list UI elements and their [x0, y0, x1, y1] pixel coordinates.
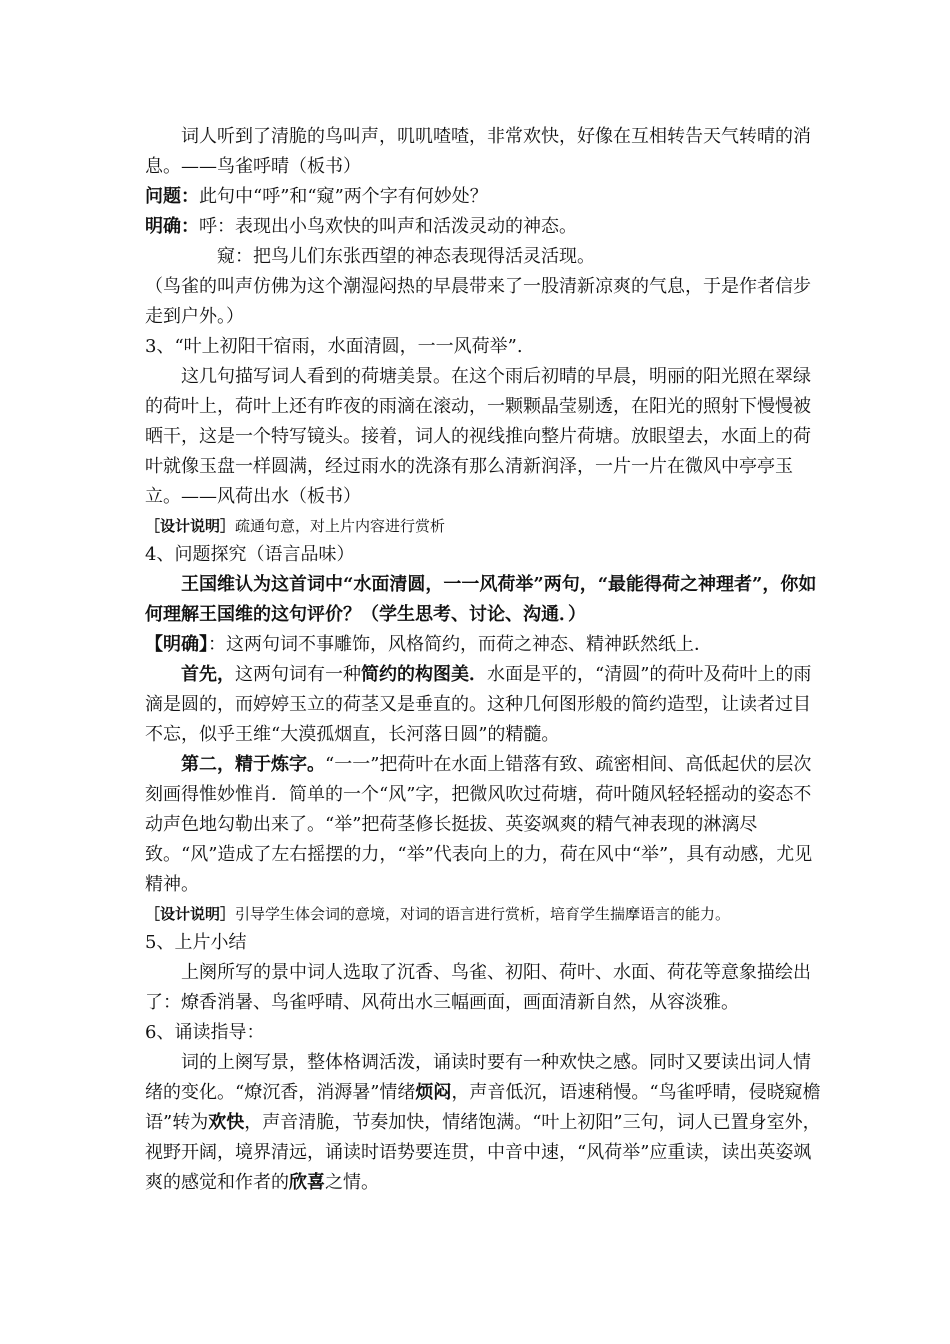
question-label: 问题： — [145, 186, 199, 207]
guide-text-4: 之情。 — [325, 1172, 379, 1193]
paragraph-first — [145, 660, 825, 750]
answer-line-2: 窥：把鸟儿们东张西望的神态表现得活灵活现。 — [217, 246, 595, 267]
first-text-2: 水面是平的，“清圆”的荷叶及荷叶上的雨滴是圆的，而婷婷玉立的荷茎又是垂直的。这种几何图形般的简约造型，让读者过目不忘，似乎王维“大漠孤烟直，长河落日圆”的精髓。 — [145, 664, 812, 745]
clarify-label: 【明确】 — [145, 634, 208, 655]
section-heading-4: 4、问题探究（语言品味） — [145, 544, 355, 565]
guide-text-1: 词的上阕写景，整体格调活泼，诵读时要有一种欢快之感。同时又要读出词人情绪的变化。“燎沉香，消溽暑”情绪 — [145, 1052, 811, 1103]
answer-line-clarify — [145, 630, 825, 660]
clarify-text: ：这两句词不事雕饰，风格简约，而荷之神态、精神跃然纸上． — [208, 634, 712, 655]
document-body — [145, 122, 825, 1198]
section-heading-6: 6、诵读指导： — [145, 1022, 265, 1043]
section-heading-5: 5、上片小结 — [145, 932, 247, 953]
paragraph-bird-call: 词人听到了清脆的鸟叫声，叽叽喳喳，非常欢快，好像在互相转告天气转晴的消息。——鸟雀呼晴（板书） — [145, 126, 811, 177]
answer-label: 明确： — [145, 216, 199, 237]
paragraph-note-bird: （鸟雀的叫声仿佛为这个潮湿闷热的早晨带来了一股清新凉爽的气息，于是作者信步走到户外。） — [145, 276, 811, 327]
first-bold: 首先， — [181, 664, 235, 685]
design-note-label: ［设计说明］ — [145, 517, 236, 535]
paragraph-summary: 上阕所写的景中词人选取了沉香、鸟雀、初阳、荷叶、水面、荷花等意象描绘出了：燎香消暑、鸟雀呼晴、风荷出水三幅画面，画面清新自然，从容淡雅。 — [145, 962, 811, 1013]
paragraph-lotus-scene: 这几句描写词人看到的荷塘美景。在这个雨后初晴的早晨，明丽的阳光照在翠绿的荷叶上，荷叶上还有昨夜的雨滴在滚动，一颗颗晶莹剔透，在阳光的照射下慢慢被晒干，这是一个特写镜头。接着，词人的视线推向整片荷塘。放眼望去，水面上的荷叶就像玉盘一样圆满，经过雨水的洗涤有那么清新润泽，一片一片在微风中亭亭玉立。——风荷出水（板书） — [145, 366, 811, 507]
guide-bold-3: 欣喜 — [289, 1172, 325, 1193]
design-note-label-2: ［设计说明］ — [145, 905, 236, 923]
paragraph-reading-guide — [145, 1048, 825, 1198]
guide-text-3: ，声音清脆，节奏加快，情绪饱满。“叶上初阳”三句，词人已置身室外，视野开阔，境界清远，诵读时语势要连贯，中音中速，“风荷举”应重读，读出英姿飒爽的感觉和作者的 — [145, 1112, 821, 1193]
design-note-text: 疏通句意，对上片内容进行赏析 — [235, 517, 446, 535]
design-note-2 — [145, 900, 825, 928]
guide-bold-2: 欢快 — [208, 1112, 245, 1133]
second-bold: 第二，精于炼字。 — [181, 754, 325, 775]
section-heading-3: 3、“叶上初阳干宿雨，水面清圆，一一风荷举”. — [145, 336, 523, 357]
first-bold-2: 简约的构图美． — [361, 664, 487, 685]
first-text: 这两句词有一种 — [235, 664, 361, 685]
paragraph-wang-guowei: 王国维认为这首词中“水面清圆，一一风荷举”两句，“最能得荷之神理者”，你如何理解王国维的这句评价？（学生思考、讨论、沟通．） — [145, 574, 817, 625]
second-text: “一一”把荷叶在水面上错落有致、疏密相间、高低起伏的层次刻画得惟妙惟肖．简单的一个“风”字，把微风吹过荷塘，荷叶随风轻轻摇动的姿态不动声色地勾勒出来了。“举”把荷茎修长挺拔、英姿飒爽的精气神表现的淋漓尽致。“风”造成了左右摇摆的力，“举”代表向上的力，荷在风中“举”，具有动感，尤见精神。 — [145, 754, 813, 895]
guide-text-2: ，声音低沉，语速稍慢。“鸟雀呼晴，侵晓窥檐语”转为 — [145, 1082, 821, 1133]
question-line — [145, 182, 825, 212]
answer-text: 呼：表现出小鸟欢快的叫声和活泼灵动的神态。 — [199, 216, 577, 237]
design-note-1 — [145, 512, 825, 540]
design-note-text-2: 引导学生体会词的意境，对词的语言进行赏析，培育学生揣摩语言的能力。 — [235, 905, 731, 923]
paragraph-second — [145, 750, 825, 900]
guide-bold-1: 烦闷 — [415, 1082, 452, 1103]
question-text: 此句中“呼”和“窥”两个字有何妙处？ — [199, 186, 488, 207]
answer-line — [145, 212, 825, 242]
